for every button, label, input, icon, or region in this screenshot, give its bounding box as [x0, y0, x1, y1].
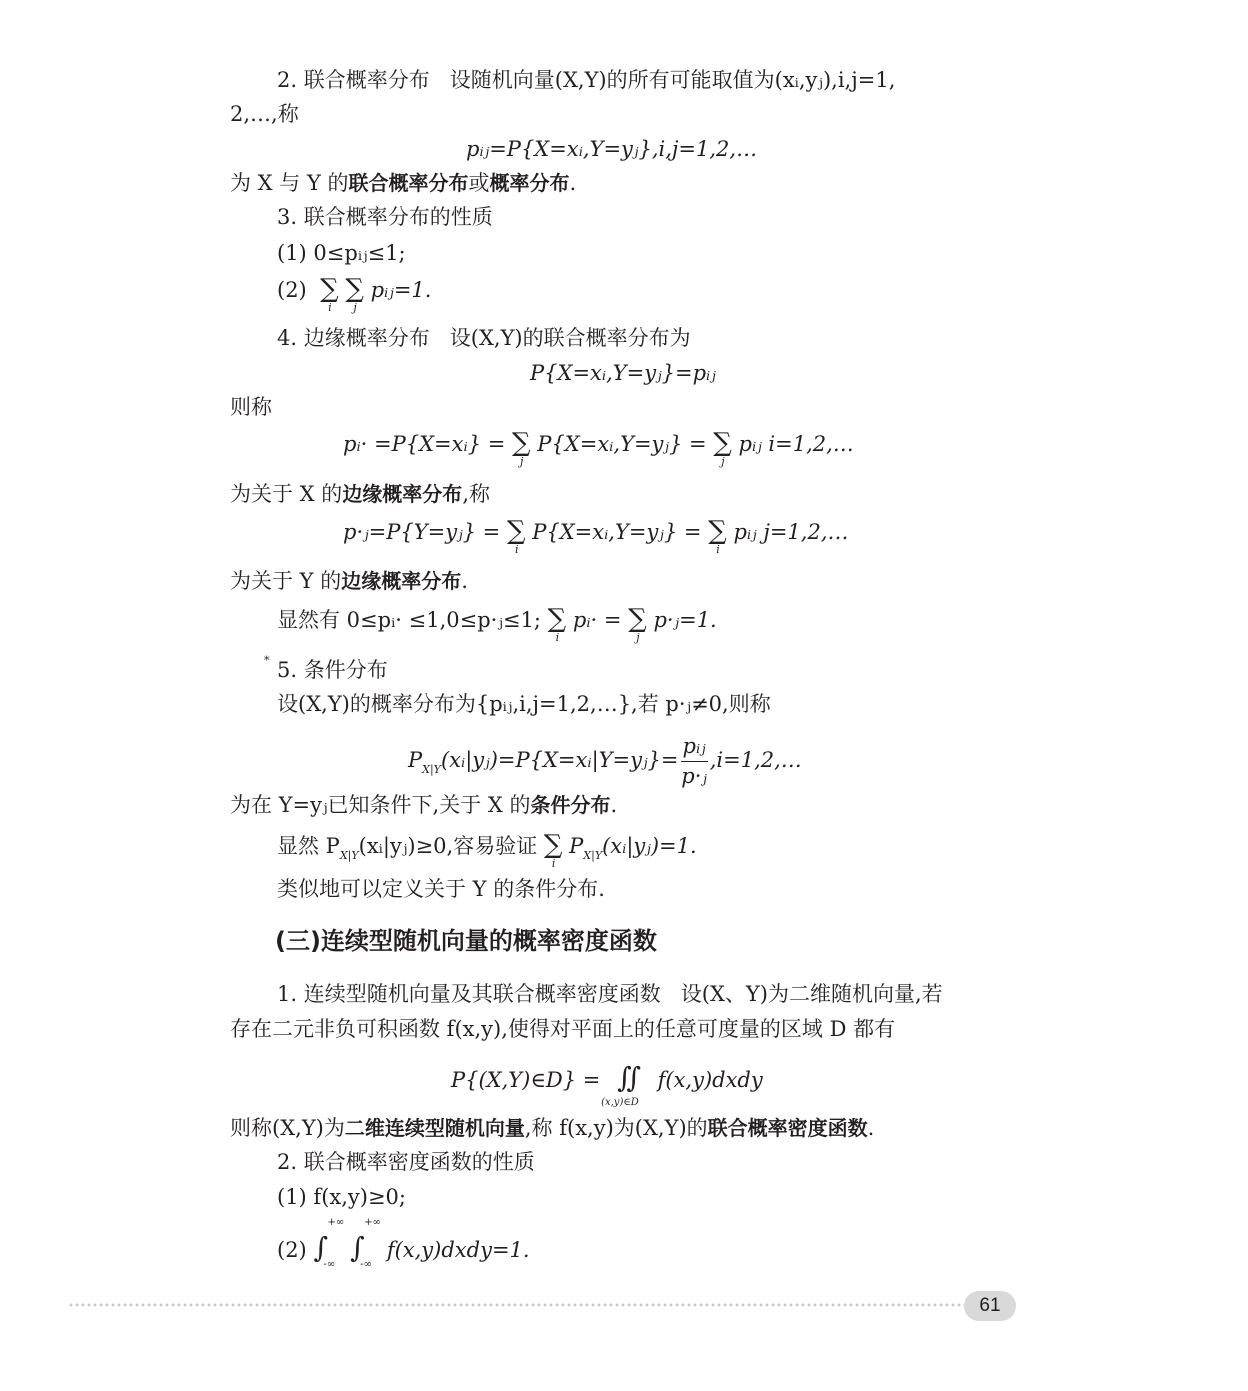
- cont1-text: 设(X、Y)为二维随机向量,若: [680, 982, 943, 1006]
- sec5-definition: [230, 795, 617, 816]
- integral-sign: ∬: [617, 1061, 641, 1094]
- formula-part: p·ⱼ=P{Y=yⱼ} =: [343, 520, 501, 544]
- cont1-line1: [277, 984, 943, 1005]
- formula-part: pᵢⱼ j=1,2,…: [733, 520, 849, 544]
- def-bold: 联合概率密度函数: [707, 1116, 868, 1140]
- integral-region: (x,y)∈D: [601, 1097, 639, 1108]
- sec4-lead: 4. 边缘概率分布: [277, 326, 430, 350]
- def-text: 或: [468, 171, 490, 195]
- sec5-line1: 设(X,Y)的概率分布为{pᵢⱼ,i,j=1,2,…},若 p·ⱼ≠0,则称: [277, 692, 771, 716]
- property-tail: pᵢⱼ=1.: [370, 278, 432, 302]
- formula-part: pᵢ· =P{X=xᵢ} =: [343, 432, 506, 456]
- sec5-obviously: [277, 830, 697, 870]
- cont1-lead: 1. 连续型随机向量及其联合概率密度函数: [277, 982, 661, 1006]
- sum-sign: ∑ i: [320, 274, 339, 314]
- integral-sign: ∫: [313, 1231, 329, 1264]
- formula-part: 显然 P: [277, 834, 340, 858]
- sec2-text: 设随机向量(X,Y)的所有可能取值为(xᵢ,yⱼ),i,j=1,: [449, 68, 896, 92]
- formula-part: P{X=xᵢ,Y=yⱼ} =: [537, 432, 707, 456]
- formula-part: (xᵢ|yⱼ)=1.: [602, 834, 697, 858]
- cont1-definition: [230, 1118, 874, 1139]
- sec4-text: 设(X,Y)的联合概率分布为: [449, 326, 691, 350]
- integral-sign: ∫: [350, 1231, 365, 1264]
- sec5-similar: 类似地可以定义关于 Y 的条件分布.: [277, 877, 605, 901]
- fraction-numerator: pᵢⱼ: [681, 734, 708, 762]
- def-bold: 边缘概率分布: [341, 569, 462, 593]
- def-text: 为在 Y=yⱼ已知条件下,关于 X 的: [230, 793, 531, 817]
- def-bold: 概率分布: [489, 171, 570, 195]
- sec4-then: 则称: [230, 395, 272, 419]
- formula-part: (xᵢ|yⱼ)≥0,容易验证: [358, 834, 538, 858]
- sec2-lead: 2. 联合概率分布: [277, 68, 430, 92]
- cont2-property1: (1) f(x,y)≥0;: [277, 1185, 406, 1209]
- cont1-line2: 存在二元非负可积函数 f(x,y),使得对平面上的任意可度量的区域 D 都有: [230, 1017, 896, 1041]
- sum-sign: ∑ j: [512, 428, 531, 468]
- integral-upper-limit: +∞: [364, 1217, 381, 1228]
- formula-subscript: X|Y: [583, 849, 603, 862]
- def-text: 则称(X,Y)为: [230, 1116, 345, 1140]
- def-text: .: [867, 1116, 875, 1140]
- cont1-formula: [451, 1061, 763, 1108]
- sum-sign: ∑ i: [543, 830, 563, 870]
- def-text: .: [461, 569, 468, 593]
- def-text: ,称: [462, 482, 490, 506]
- integral: [313, 1217, 345, 1270]
- formula-part: P{(X,Y)∈D} =: [451, 1068, 601, 1092]
- sec5-title: 5. 条件分布: [277, 658, 388, 682]
- def-text: .: [569, 171, 577, 195]
- property-label: (2): [277, 278, 307, 302]
- footer-dotted-rule: [68, 1302, 968, 1308]
- sum-sign: ∑ j: [345, 274, 364, 314]
- cont2-title: 2. 联合概率密度函数的性质: [277, 1150, 535, 1174]
- def-text: ,称 f(x,y)为(X,Y)的: [524, 1116, 708, 1140]
- formula-part: 显然有 0≤pᵢ· ≤1,0≤p·ⱼ≤1;: [277, 608, 541, 632]
- sum-sign: ∑ j: [713, 428, 732, 468]
- double-integral: [601, 1061, 641, 1108]
- formula-part: P: [569, 834, 584, 858]
- integral-upper-limit: +∞: [327, 1217, 345, 1228]
- sec2-formula: pᵢⱼ=P{X=xᵢ,Y=yⱼ},i,j=1,2,…: [466, 137, 758, 161]
- formula-part: f(x,y)dxdy: [657, 1068, 763, 1092]
- sec4-marginal-x-formula: [343, 428, 854, 468]
- sec4-marginal-x-def: [230, 484, 490, 505]
- sum-sign: ∑ i: [708, 516, 727, 556]
- sec2-cont: 2,…,称: [230, 102, 299, 126]
- def-bold: 联合概率分布: [348, 171, 469, 195]
- def-text: .: [610, 793, 618, 817]
- fraction-denominator: p·ⱼ: [681, 764, 707, 789]
- formula-part: P{X=xᵢ,Y=yⱼ} =: [532, 520, 702, 544]
- formula-part: pᵢ· =: [572, 608, 622, 632]
- property-tail: f(x,y)dxdy=1.: [386, 1238, 530, 1262]
- def-bold: 二维连续型随机向量: [344, 1116, 525, 1140]
- optional-star: *: [264, 654, 270, 667]
- sec3-property2: [277, 274, 432, 314]
- def-text: 为关于 Y 的: [230, 569, 342, 593]
- formula-subscript: X|Y: [339, 849, 359, 862]
- def-bold: 条件分布: [530, 793, 611, 817]
- sec4-formula: P{X=xᵢ,Y=yⱼ}=pᵢⱼ: [530, 361, 716, 385]
- formula-part: p·ⱼ=1.: [653, 608, 717, 632]
- integral-lower-limit: -∞: [360, 1259, 372, 1270]
- property-label: (2): [277, 1238, 307, 1262]
- fraction: [681, 734, 708, 789]
- sum-sign: ∑ i: [506, 516, 526, 556]
- formula-part: (xᵢ|yⱼ)=P{X=xᵢ|Y=yⱼ}=: [440, 748, 679, 773]
- def-bold: 边缘概率分布: [342, 482, 463, 506]
- section-heading: (三)连续型随机向量的概率密度函数: [275, 927, 657, 955]
- formula-part: P: [408, 748, 423, 773]
- sec3-property1: (1) 0≤pᵢⱼ≤1;: [277, 241, 406, 265]
- integral: [350, 1217, 381, 1270]
- integral-lower-limit: -∞: [323, 1259, 336, 1270]
- sec2-line1: [277, 70, 895, 91]
- sec4-line1: [277, 328, 691, 349]
- sum-sign: ∑ i: [547, 604, 567, 644]
- formula-part: ,i=1,2,…: [709, 748, 802, 773]
- sec4-obviously: [277, 604, 717, 644]
- def-text: 为 X 与 Y 的: [230, 171, 349, 195]
- sec2-definition: [230, 173, 576, 194]
- formula-part: pᵢⱼ i=1,2,…: [738, 432, 854, 456]
- cont2-property2: [277, 1217, 530, 1270]
- sec3-title: 3. 联合概率分布的性质: [277, 205, 493, 229]
- formula-subscript: X|Y: [422, 763, 441, 777]
- page-number: 61: [964, 1291, 1016, 1321]
- sec4-marginal-y-def: [230, 571, 468, 592]
- sec5-formula: [408, 734, 802, 789]
- sec4-marginal-y-formula: [343, 516, 849, 556]
- sum-sign: ∑ j: [628, 604, 647, 644]
- def-text: 为关于 X 的: [230, 482, 343, 506]
